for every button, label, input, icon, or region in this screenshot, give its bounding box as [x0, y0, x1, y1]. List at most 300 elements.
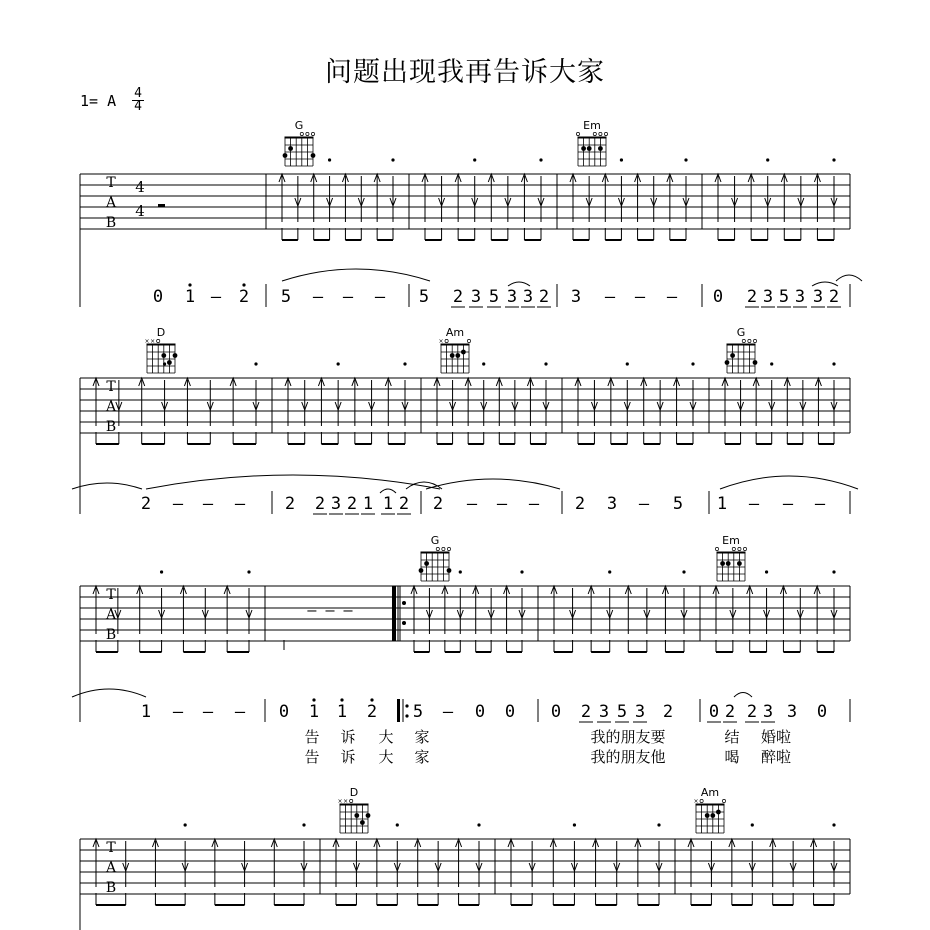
jianpu-note: – — [234, 702, 246, 722]
strum-arrow — [311, 174, 317, 222]
jianpu-note: 0 — [550, 702, 562, 722]
accent-dot — [302, 823, 305, 826]
strum-arrow — [575, 378, 581, 426]
jianpu-note: – — [604, 287, 616, 307]
strum-arrow — [570, 588, 576, 634]
repeat-bar-thick — [392, 586, 396, 641]
accent-dot — [459, 570, 462, 573]
strum-arrow — [732, 176, 738, 222]
muted-string-mark: × — [693, 798, 699, 805]
strum-arrow — [798, 176, 804, 222]
tab-staff — [80, 839, 850, 930]
finger-dot — [450, 353, 455, 358]
chord-diagram-g — [283, 119, 316, 166]
jianpu-note: – — [638, 494, 650, 514]
strum-arrow — [765, 158, 771, 222]
chord-diagram-g — [725, 326, 758, 373]
open-string-mark — [715, 547, 718, 550]
chord-name: G — [294, 119, 304, 132]
finger-dot — [424, 561, 429, 566]
chord-name: Am — [700, 786, 720, 799]
lyric-word: 家 — [414, 748, 430, 766]
key-signature: 1= A — [80, 92, 117, 110]
strum-arrow — [246, 570, 252, 634]
octave-dot — [340, 698, 343, 701]
chord-diagram-d — [337, 786, 370, 833]
lyric-word: 醉啦 — [760, 748, 792, 766]
open-string-mark — [604, 132, 607, 135]
muted-string-mark: × — [144, 338, 150, 345]
strum-arrow — [302, 380, 308, 426]
tie-slur — [426, 479, 560, 489]
octave-dot — [312, 698, 315, 701]
strum-arrow — [301, 823, 307, 887]
open-string-mark — [157, 339, 160, 342]
open-string-mark — [753, 339, 756, 342]
accent-dot — [684, 158, 687, 161]
jianpu-note: 2 — [314, 494, 326, 514]
jianpu-note: – — [172, 494, 184, 514]
strum-arrow — [473, 586, 479, 634]
tab-letter: T — [106, 379, 116, 395]
tab-letter: B — [105, 880, 117, 896]
accent-dot — [328, 158, 331, 161]
finger-dot — [360, 820, 365, 825]
jianpu-note: 3 — [794, 287, 806, 307]
strum-arrow — [749, 823, 755, 887]
accent-dot — [620, 158, 623, 161]
finger-dot — [354, 813, 359, 818]
strum-arrow — [831, 362, 837, 426]
strum-arrow — [434, 378, 440, 426]
strum-arrow — [641, 378, 647, 426]
strum-arrow — [790, 841, 796, 887]
repeat-dot — [405, 704, 408, 707]
strum-arrow — [602, 174, 608, 222]
open-string-mark — [722, 799, 725, 802]
strum-arrow — [285, 378, 291, 426]
strum-arrow — [747, 586, 753, 634]
strum-arrow — [137, 586, 143, 634]
strum-arrow — [152, 839, 158, 887]
strum-arrow — [352, 378, 358, 426]
lyric-word: 家 — [414, 728, 430, 746]
strum-arrow — [657, 380, 663, 426]
strum-arrow — [450, 380, 456, 426]
jianpu-note: 0 — [712, 287, 724, 307]
strum-arrow — [242, 841, 248, 887]
strum-arrow — [465, 378, 471, 426]
strum-arrow — [715, 174, 721, 222]
chord-name: G — [430, 534, 440, 547]
accent-dot — [626, 362, 629, 365]
strum-arrow — [184, 378, 190, 426]
jianpu-note: 1 — [140, 702, 152, 722]
tie-slur — [812, 282, 838, 286]
lyric-word: 告 — [304, 728, 320, 746]
lyric-word: 我的朋友他 — [590, 748, 666, 766]
tie-slur — [720, 476, 858, 489]
lyric-word: 喝 — [724, 748, 740, 766]
tie-slur — [508, 282, 530, 286]
accent-dot — [832, 823, 835, 826]
open-string-mark — [350, 799, 353, 802]
strum-arrow — [815, 378, 821, 426]
strum-arrow — [435, 841, 441, 887]
tie-slur — [734, 693, 752, 698]
finger-dot — [366, 813, 371, 818]
chord-nut — [285, 137, 314, 139]
tie-slur — [72, 483, 142, 489]
time-signature-bottom: 4 — [134, 99, 142, 114]
strum-arrow — [207, 380, 213, 426]
jianpu-note: 3 — [506, 287, 518, 307]
strum-arrow — [426, 588, 432, 634]
jianpu-note: 0 — [278, 702, 290, 722]
chord-name: Am — [445, 326, 465, 339]
jianpu-note: 2 — [746, 287, 758, 307]
strum-arrow — [374, 174, 380, 222]
strum-arrow — [442, 586, 448, 634]
jianpu-note: 2 — [574, 494, 586, 514]
finger-dot — [737, 561, 742, 566]
strum-arrow — [527, 378, 533, 426]
jianpu-note: 2 — [746, 702, 758, 722]
strum-arrow — [593, 839, 599, 887]
strum-arrow — [688, 839, 694, 887]
open-string-mark — [738, 547, 741, 550]
strum-arrow — [116, 380, 122, 426]
jianpu-note: 2 — [828, 287, 840, 307]
tab-letter: A — [105, 607, 117, 623]
strum-arrow — [656, 823, 662, 887]
chord-nut — [696, 804, 725, 806]
strum-arrow — [202, 588, 208, 634]
jianpu-note: 1 — [336, 702, 348, 722]
open-string-mark — [300, 132, 303, 135]
open-string-mark — [732, 547, 735, 550]
open-string-mark — [442, 547, 445, 550]
strum-arrow — [618, 158, 624, 222]
jianpu-note: 3 — [606, 494, 618, 514]
accent-dot — [766, 158, 769, 161]
lyric-word: 诉 — [340, 748, 356, 766]
strum-arrow — [781, 174, 787, 222]
jianpu-note: 2 — [538, 287, 550, 307]
strum-arrow — [180, 586, 186, 634]
strum-arrow — [182, 823, 188, 887]
jianpu-note: – — [814, 494, 826, 514]
chord-diagram-g — [419, 534, 452, 581]
strum-arrow — [353, 841, 359, 887]
open-string-mark — [436, 547, 439, 550]
finger-dot — [447, 568, 452, 573]
strum-arrow — [784, 378, 790, 426]
strum-arrow — [327, 158, 333, 222]
strum-arrow — [708, 841, 714, 887]
strum-arrow — [770, 839, 776, 887]
repeat-dot — [402, 601, 406, 605]
jianpu-note: 3 — [470, 287, 482, 307]
jianpu-note: 3 — [598, 702, 610, 722]
open-string-mark — [742, 339, 745, 342]
strum-arrow — [674, 378, 680, 426]
jianpu-note: 1 — [308, 702, 320, 722]
finger-dot — [730, 353, 735, 358]
finger-dot — [455, 353, 460, 358]
strum-arrow — [730, 588, 736, 634]
accent-dot — [539, 158, 542, 161]
strum-arrow — [271, 839, 277, 887]
tab-letter: A — [105, 860, 117, 876]
strum-arrow — [279, 174, 285, 222]
strum-arrow — [550, 839, 556, 887]
strum-arrow — [162, 362, 168, 426]
octave-dot — [188, 283, 191, 286]
finger-dot — [753, 360, 758, 365]
open-string-mark — [599, 132, 602, 135]
accent-dot — [477, 823, 480, 826]
strum-arrow — [607, 570, 613, 634]
time-signature-top: 4 — [134, 86, 142, 101]
accent-dot — [544, 362, 547, 365]
strum-arrow — [538, 158, 544, 222]
strum-arrow — [586, 176, 592, 222]
jianpu-note: 2 — [724, 702, 736, 722]
jianpu-note: 3 — [522, 287, 534, 307]
tab-letter: B — [105, 215, 117, 231]
finger-dot — [161, 353, 166, 358]
jianpu-note: 3 — [570, 287, 582, 307]
finger-dot — [716, 810, 721, 815]
open-string-mark — [743, 547, 746, 550]
tab-letter: B — [105, 627, 117, 643]
strum-arrow — [570, 174, 576, 222]
open-string-mark — [445, 339, 448, 342]
strum-arrow — [738, 380, 744, 426]
strum-arrow — [457, 570, 463, 634]
jianpu-note: 2 — [662, 702, 674, 722]
jianpu-note: – — [666, 287, 678, 307]
muted-string-mark: × — [438, 338, 444, 345]
jianpu-note: – — [202, 702, 214, 722]
open-string-mark — [306, 132, 309, 135]
tab-time-sig-top: 4 — [135, 178, 145, 196]
muted-string-mark: × — [343, 798, 349, 805]
tie-slur — [282, 269, 430, 281]
strum-arrow — [93, 839, 99, 887]
accent-dot — [403, 362, 406, 365]
jianpu-note: 2 — [398, 494, 410, 514]
strum-arrow — [748, 174, 754, 222]
repeat-dot — [402, 621, 406, 625]
strum-arrow — [488, 588, 494, 634]
strum-arrow — [159, 570, 165, 634]
accent-dot — [770, 362, 773, 365]
jianpu-note: 0 — [708, 702, 720, 722]
strum-arrow — [505, 176, 511, 222]
accent-dot — [473, 158, 476, 161]
jianpu-note: 5 — [616, 702, 628, 722]
jianpu-note: 5 — [418, 287, 430, 307]
strum-arrow — [519, 570, 525, 634]
chord-diagram-em — [576, 119, 607, 166]
song-title: 问题出现我再告诉大家 — [325, 57, 605, 88]
accent-dot — [691, 362, 694, 365]
strum-arrow — [508, 839, 514, 887]
jianpu-note: 3 — [786, 702, 798, 722]
jianpu-note: 1 — [716, 494, 728, 514]
strum-arrow — [651, 176, 657, 222]
finger-dot — [598, 146, 603, 151]
finger-dot — [587, 146, 592, 151]
finger-dot — [725, 360, 730, 365]
jianpu-note: – — [234, 494, 246, 514]
jianpu-note: – — [210, 287, 222, 307]
accent-dot — [337, 362, 340, 365]
strum-arrow — [139, 378, 145, 426]
strum-arrow — [624, 362, 630, 426]
jianpu-note: 2 — [452, 287, 464, 307]
strum-arrow — [456, 839, 462, 887]
strum-arrow — [295, 176, 301, 222]
jianpu-note: – — [312, 287, 324, 307]
muted-string-mark: × — [337, 798, 343, 805]
chord-nut — [421, 552, 450, 554]
jianpu-note: 2 — [140, 494, 152, 514]
finger-dot — [283, 153, 288, 158]
open-string-mark — [593, 132, 596, 135]
accent-dot — [657, 823, 660, 826]
strum-arrow — [764, 570, 770, 634]
jianpu-note: 0 — [152, 287, 164, 307]
strum-arrow — [318, 378, 324, 426]
tie-slur — [836, 275, 862, 281]
accent-dot — [184, 823, 187, 826]
strum-arrow — [224, 586, 230, 634]
strum-arrow — [512, 380, 518, 426]
chord-diagram-d — [144, 326, 177, 373]
strum-arrow — [358, 176, 364, 222]
strum-arrow — [588, 586, 594, 634]
finger-dot — [720, 561, 725, 566]
chord-name: Em — [583, 119, 601, 132]
strum-arrow — [662, 586, 668, 634]
strum-arrow — [690, 362, 696, 426]
strum-arrow — [729, 839, 735, 887]
octave-dot — [370, 698, 373, 701]
accent-dot — [682, 570, 685, 573]
strum-arrow — [571, 823, 577, 887]
accent-dot — [520, 570, 523, 573]
tie-slur — [380, 489, 396, 493]
lyric-word: 婚啦 — [760, 728, 792, 746]
strum-arrow — [591, 380, 597, 426]
strum-arrow — [496, 378, 502, 426]
strum-arrow — [614, 841, 620, 887]
jianpu-note: 5 — [488, 287, 500, 307]
repeat-dot — [405, 714, 408, 717]
accent-dot — [765, 570, 768, 573]
tab-letter: T — [106, 587, 116, 603]
open-string-mark — [447, 547, 450, 550]
lyric-word: 告 — [304, 748, 320, 766]
tab-letter: A — [105, 195, 117, 211]
jianpu-note: – — [342, 287, 354, 307]
strum-arrow — [635, 839, 641, 887]
chord-diagram-am — [693, 786, 725, 833]
accent-dot — [160, 570, 163, 573]
tab-letter: T — [106, 840, 116, 856]
strum-arrow — [374, 839, 380, 887]
strum-arrow — [797, 588, 803, 634]
strum-arrow — [625, 586, 631, 634]
strum-arrow — [529, 841, 535, 887]
strum-arrow — [683, 158, 689, 222]
open-string-mark — [700, 799, 703, 802]
strum-arrow — [476, 823, 482, 887]
strum-arrow — [814, 586, 820, 634]
accent-dot — [608, 570, 611, 573]
jianpu-note: 5 — [672, 494, 684, 514]
jianpu-note: – — [748, 494, 760, 514]
strum-arrow — [439, 176, 445, 222]
jianpu-note: – — [442, 702, 454, 722]
tab-letter: B — [105, 419, 117, 435]
tab-letter: T — [106, 175, 116, 191]
chord-diagram-am — [438, 326, 470, 373]
finger-dot — [705, 813, 710, 818]
rest-dashes: – – – — [307, 601, 353, 619]
open-string-mark — [311, 132, 314, 135]
muted-string-mark: × — [150, 338, 156, 345]
jianpu-note: 3 — [812, 287, 824, 307]
jianpu-note: 2 — [432, 494, 444, 514]
strum-arrow — [831, 823, 837, 887]
strum-arrow — [814, 174, 820, 222]
finger-dot — [173, 353, 178, 358]
strum-arrow — [455, 174, 461, 222]
chord-nut — [727, 344, 756, 346]
strum-arrow — [93, 378, 99, 426]
chord-nut — [717, 552, 746, 554]
strum-arrow — [253, 362, 259, 426]
open-string-mark — [467, 339, 470, 342]
whole-rest — [158, 204, 165, 207]
finger-dot — [311, 153, 316, 158]
finger-dot — [419, 568, 424, 573]
strum-arrow — [333, 839, 339, 887]
jianpu-note: 2 — [284, 494, 296, 514]
jianpu-note: – — [172, 702, 184, 722]
chord-nut — [441, 344, 470, 346]
accent-dot — [396, 823, 399, 826]
accent-dot — [254, 362, 257, 365]
lyric-word: 大 — [378, 728, 394, 746]
strum-arrow — [667, 174, 673, 222]
strum-arrow — [394, 823, 400, 887]
strum-arrow — [212, 839, 218, 887]
strum-arrow — [93, 586, 99, 634]
lyric-word: 大 — [378, 748, 394, 766]
jianpu-note: – — [466, 494, 478, 514]
jianpu-note: 5 — [778, 287, 790, 307]
strum-arrow — [472, 158, 478, 222]
jianpu-note: 0 — [816, 702, 828, 722]
strum-arrow — [608, 378, 614, 426]
jianpu-note: 3 — [330, 494, 342, 514]
chord-name: G — [736, 326, 746, 339]
